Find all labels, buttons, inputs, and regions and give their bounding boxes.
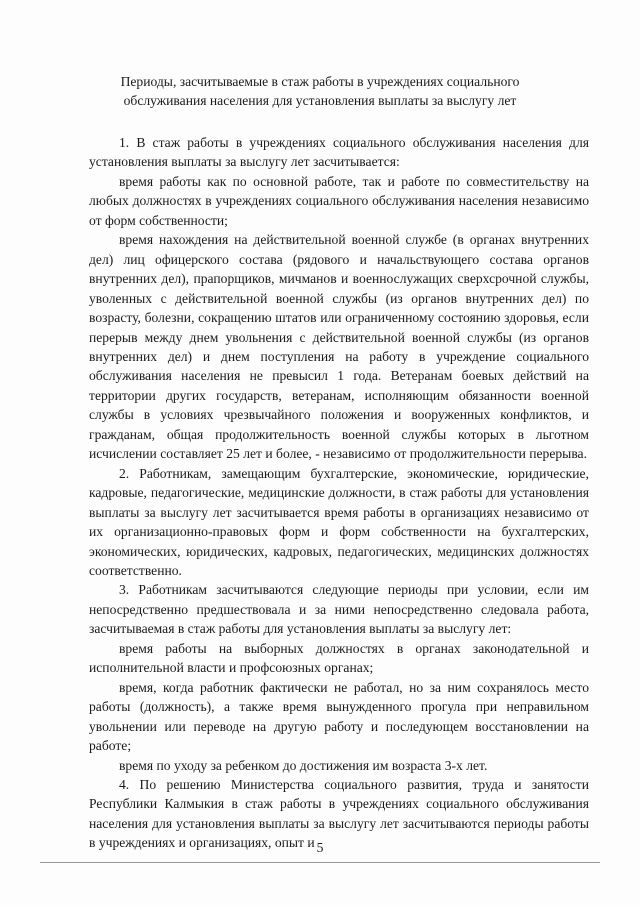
document-body [89,133,589,853]
paragraph-1-item-main-work: время работы как по основной работе, так и работе по совместительству на любых должностях в учреждениях социального обслуживания населения независимо от форм собственности; [89,173,589,228]
paragraph-3-item-retained-position: время, когда работник фактически не работал, но за ним сохранялось место работы (должность), а также время вынужденного прогула при неправильном увольнении или переводе на другую работу и последующем восстановлении на работе; [89,679,589,754]
page-number: 5 [316,840,324,855]
document-title [80,72,560,110]
paragraph-3-item-childcare: время по уходу за ребенком до достижения им возраста 3-х лет. [119,757,488,773]
paragraph-4: 4. По решению Министерства социального развития, труда и занятости Республики Калмыкия в стаж работы в учреждениях социального обслуживания населения для установления выплаты за выслугу лет засчитываются периоды работы в учреждениях и организациях, опыт и [89,776,589,851]
paragraph-1: 1. В стаж работы в учреждениях социального обслуживания населения для установления выплаты за выслугу лет засчитывается: [89,135,589,170]
paragraph-3-item-elected-posts: время работы на выборных должностях в органах законодательной и исполнительной власти и профсоюзных органах; [89,640,589,676]
paragraph-3: 3. Работникам засчитываются следующие периоды при условии, если им непосредственно предшествовала и за ними непосредственно следовала работа, засчитываемая в стаж работы для установления выплаты за выслугу лет: [89,582,589,637]
paragraph-2: 2. Работникам, замещающим бухгалтерские, экономические, юридические, кадровые, педагогические, медицинские должности, в стаж работы для установления выплаты за выслугу лет засчитывается время работы в организациях независимо от их организационно-правовых форм и форм собственности на бухгалтерских, экономических, юридических, кадровых, педагогических, медицинских должностях соответственно. [89,465,589,578]
title-line-1: Периоды, засчитываемые в стаж работы в учреждениях социального [120,74,520,89]
title-line-2: обслуживания населения для установления выплаты за выслугу лет [123,93,517,108]
paragraph-1-item-military-service: время нахождения на действительной военной службе (в органах внутренних дел) лиц офицерского состава (рядового и начальствующего состава органов внутренних дел), прапорщиков, мичманов и военнослужащих сверхсрочной службы, уволенных с действительной военной службы (из органов внутренних дел) по возрасту, болезни, сокращению штатов или ограниченному состоянию здоровья, если перерыв между днем увольнения с действительной военной службы (из органов внутренних дел) и днем поступления на работу в учреждение социального обслуживания населения не превысил 1 года. Ветеранам боевых действий на территории других государств, ветеранам, исполняющим обязанности военной службы в условиях чрезвычайного положения и вооруженных конфликтов, и гражданам, общая продолжительность военной службы которых в льготном исчислении составляет 25 лет и более, - независимо от продолжительности перерыва. [89,232,589,462]
bottom-divider [40,862,600,863]
